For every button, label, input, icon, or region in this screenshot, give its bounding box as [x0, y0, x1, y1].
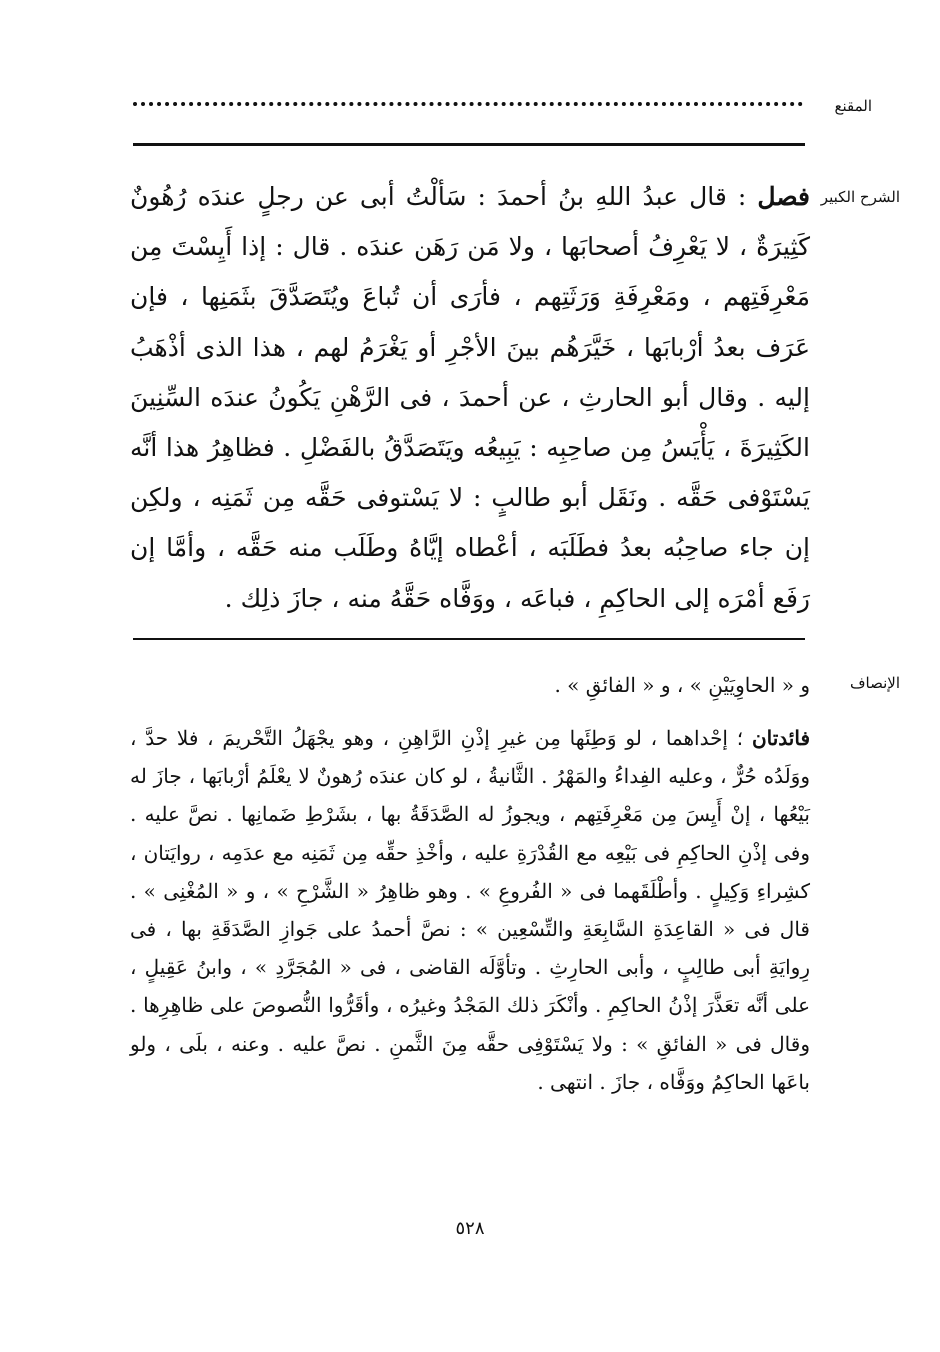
sharh-lead-word: فصل — [757, 182, 810, 211]
insaf-body-text: ؛ إحْداهما ، لو وَطِئَها مِن غيرِ إذْنِ الرَّاهِنِ ، وهو يجْهَلُ التَّحْريمَ ، فلا حدَّ ، ووَلَدُه حُرٌّ ، وعليه الفِداءُ والمَهْرُ . الثَّانيةُ ، لو كان عندَه رُهونٌ لا يعْلَمُ أرْبابَها ، جازَ له بَيْعُها ، إنْ أَيِسَ مِن مَعْرِفَتِهم ، ويجوزُ له الصَّدَقَةُ بها ، بشَرْطِ ضَمانِها . نصَّ عليه . وفى إذْنِ الحاكِمِ فى بَيْعِه مع القُدْرَةِ عليه ، وأخْذِ حقِّه مِن ثَمَنِه مع عدَمِه ، روايَتان ، كشِراءِ وَكِيلٍ . وأطْلَقَهما فى « الفُروعِ » . وهو ظاهِرُ « الشَّرْحِ » ، و « المُغْنِى » . قال فى « القاعِدَةِ السَّابِعَةِ والتِّسْعِين » : نصَّ أحمدُ على جَوازِ الصَّدَقَةِ بها ، فى رِوايَةِ أبى طالِبٍ ، وأبى الحارِثِ . وتأوَّلَه القاضى ، فى « المُجَرَّدِ » ، وابنُ عَقِيلٍ ، على أنَّه تعَذَّرَ إذْنُ الحاكِمِ . وأنْكَرَ ذلك المَجْدُ وغيرُه ، وأقَرُّوا النُّصوصَ على ظاهِرِها . وقال فى « الفائقِ » : ولا يَسْتَوْفِى حقَّه مِنَ الثَّمنِ . نصَّ عليه . وعنه ، بلَى ، ولو باعَها الحاكِمُ ووَفَّاه ، جازَ . انتهى . — [130, 726, 810, 1094]
side-label-sharh: الشرح الكبير — [820, 188, 900, 206]
header-solid-rule — [133, 143, 805, 146]
insaf-opening-line: و « الحاوِيَيْنِ » ، و « الفائقِ » . — [554, 673, 810, 697]
insaf-lead-word: فائدتان — [751, 726, 811, 750]
page-number: ٥٢٨ — [455, 1218, 485, 1239]
sharh-body-text: : قال عبدُ اللهِ بنُ أحمدَ : سَألْتُ أبى عن رجلٍ عندَه رُهُونٌ كَثِيرَةٌ ، لا يَعْرِفُ أصحابَها ، ولا مَن رَهَن عندَه . قال : إذا أَيِسْتَ مِن مَعْرِفَتِهم ، ومَعْرِفَةِ وَرَثَتِهم ، فأرَى أن تُباعَ ويُتَصَدَّقَ بثَمَنِها ، فإن عَرَف بعدُ أرْبابَها ، خَيَّرَهُم بينَ الأجْرِ أو يَغْرَمُ لهم ، هذا الذى أذْهَبُ إليه . وقال أبو الحارثِ ، عن أحمدَ ، فى الرَّهْنِ يَكُونُ عندَه السِّنِينَ الكَثِيرَةَ ، يَأْيَسُ مِن صاحِبِه : يَبِيعُه ويَتَصَدَّقُ بالفَضْلِ . فظاهِرُ هذا أنَّه يَسْتَوْفى حَقَّه . ونَقَل أبو طالبٍ : لا يَسْتوفى حَقَّه مِن ثَمَنِه ، ولكِن إن جاء صاحِبُه بعدُ فطَلَبَه ، أعْطاه إيَّاهُ وطَلَب منه حَقَّه ، وأمَّا إن رَفَع أمْرَه إلى الحاكِمِ ، فباعَه ، ووَفَّاه حَقَّهُ منه ، جازَ ذلِك . — [130, 182, 810, 613]
insaf-paragraph — [130, 719, 810, 1101]
section-divider-rule — [133, 638, 805, 640]
header-dotted-rule — [133, 102, 803, 106]
sharh-paragraph — [130, 172, 810, 624]
side-label-insaf: الإنصاف — [849, 674, 900, 692]
running-header-title: المقنع — [834, 97, 872, 115]
